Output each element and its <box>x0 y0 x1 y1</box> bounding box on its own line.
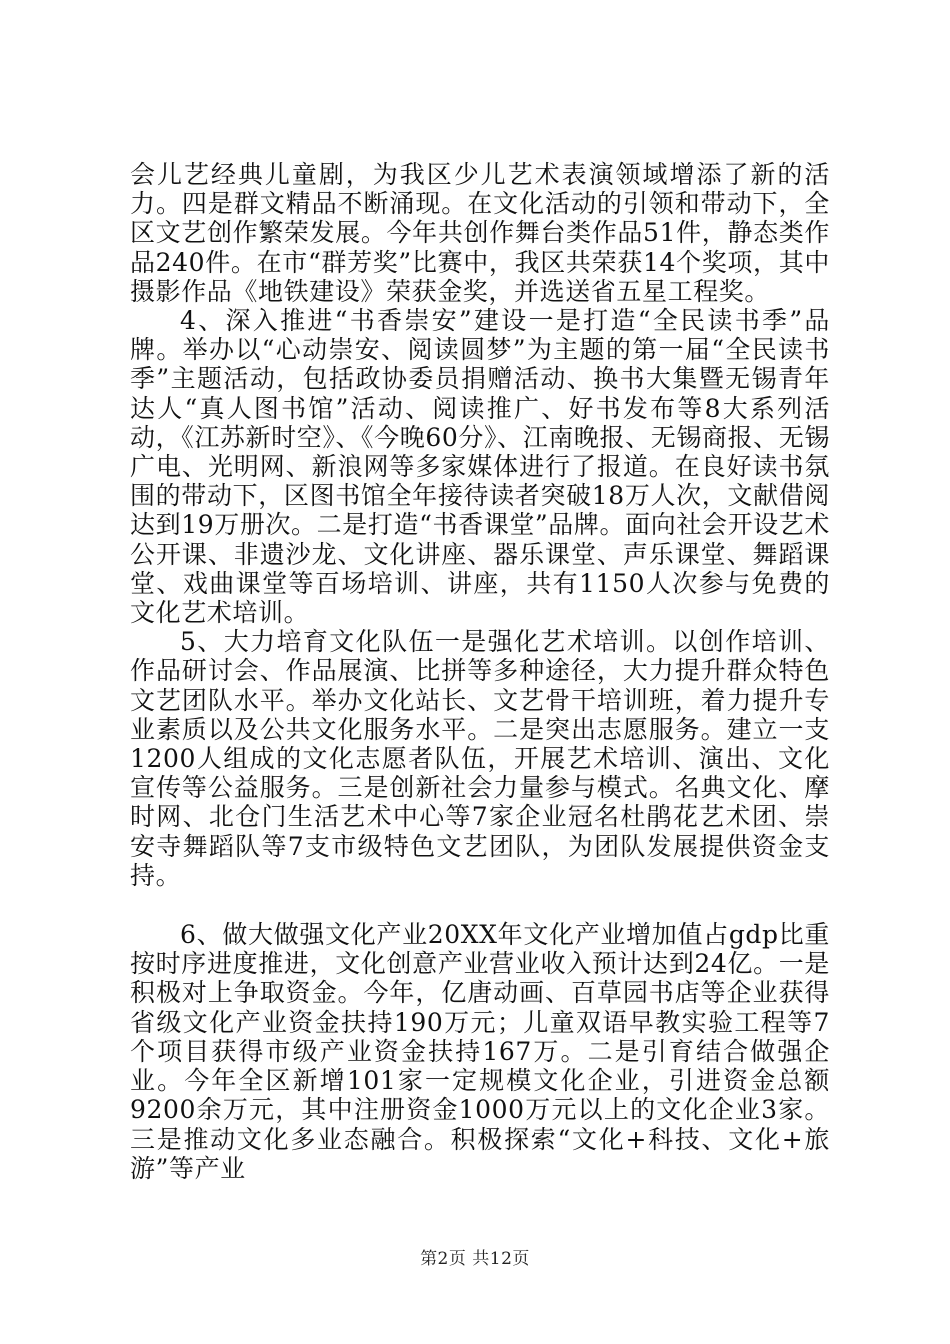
page-number-footer: 第2页 共12页 <box>420 1249 530 1269</box>
paragraph-reading-campaign: 4、深入推进“书香崇安”建设一是打造“全民读书季”品牌。举办以“心动崇安、阅读圆梦”为主题的第一届“全民读书季”主题活动，包括政协委员捐赠活动、换书大集暨无锡青年达人“真人图书馆”活动、阅读推广、好书发布等8大系列活动，《江苏新时空》、《今晚60分》、江南晚报、无锡商报、无锡广电、光明网、新浪网等多家媒体进行了报道。在良好读书氛围的带动下，区图书馆全年接待读者突破18万人次，文献借阅达到19万册次。二是打造“书香课堂”品牌。面向社会开设艺术公开课、非遗沙龙、文化讲座、器乐课堂、声乐课堂、舞蹈课堂、戏曲课堂等百场培训、讲座，共有1150人次参与免费的文化艺术培训。 <box>130 306 830 628</box>
document-body <box>130 160 830 1183</box>
paragraph-culture-industry: 6、做大做强文化产业20XX年文化产业增加值占gdp比重按时序进度推进，文化创意产业营业收入预计达到24亿。一是积极对上争取资金。今年，亿唐动画、百草园书店等企业获得省级文化产业资金扶持190万元；儿童双语早教实验工程等7个项目获得市级产业资金扶持167万。二是引育结合做强企业。今年全区新增101家一定规模文化企业，引进资金总额9200余万元，其中注册资金1000万元以上的文化企业3家。三是推动文化多业态融合。积极探索“文化+科技、文化+旅游”等产业 <box>130 920 830 1183</box>
paragraph-culture-teams: 5、大力培育文化队伍一是强化艺术培训。以创作培训、作品研讨会、作品展演、比拼等多种途径，大力提升群众特色文艺团队水平。举办文化站长、文艺骨干培训班，着力提升专业素质以及公共文化服务水平。二是突出志愿服务。建立一支1200人组成的文化志愿者队伍，开展艺术培训、演出、文化宣传等公益服务。三是创新社会力量参与模式。名典文化、摩时网、北仓门生活艺术中心等7家企业冠名杜鹃花艺术团、崇安寺舞蹈队等7支市级特色文艺团队，为团队发展提供资金支持。 <box>130 627 830 890</box>
paragraph-arts-achievements: 会儿艺经典儿童剧，为我区少儿艺术表演领域增添了新的活力。四是群文精品不断涌现。在文化活动的引领和带动下，全区文艺创作繁荣发展。今年共创作舞台类作品51件，静态类作品240件。在市“群芳奖”比赛中，我区共荣获14个奖项，其中摄影作品《地铁建设》荣获金奖，并选送省五星工程奖。 <box>130 160 830 306</box>
paragraph-gap <box>130 890 830 920</box>
